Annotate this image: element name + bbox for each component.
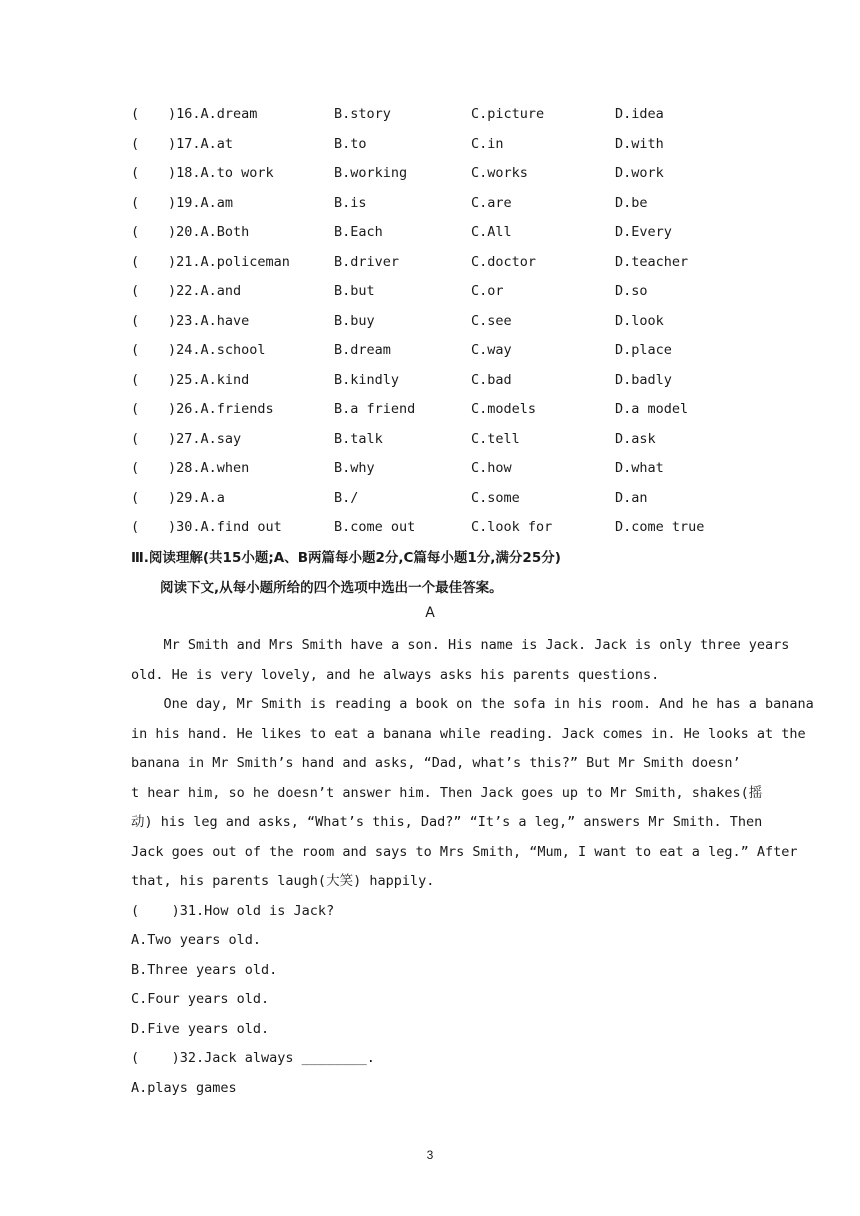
answer-blank: (	[131, 283, 140, 299]
option-b: B.dream	[334, 342, 391, 358]
answer-blank: (	[131, 253, 140, 270]
option-d: D.what	[615, 460, 664, 476]
question-row	[0, 221, 860, 243]
option-b: B.is	[334, 194, 367, 211]
passage-line: Jack goes out of the room and says to Mrs Smith, “Mum, I want to eat a leg.” After	[131, 843, 798, 860]
option-d: D.with	[615, 135, 664, 152]
option-b: B.working	[334, 165, 408, 181]
page-number: 3	[426, 1148, 434, 1162]
option-d: D.an	[615, 489, 648, 506]
answer-blank: (	[131, 519, 140, 535]
option-b: B./	[334, 489, 359, 506]
answer-blank: (	[131, 401, 140, 417]
option-a: )20.A.Both	[168, 224, 250, 240]
passage-line: One day, Mr Smith is reading a book on the sofa in his room. And he has a banana	[131, 696, 814, 712]
option-a: )18.A.to work	[168, 165, 274, 181]
option-a: )21.A.policeman	[168, 253, 290, 270]
answer-option: A.Two years old.	[131, 932, 262, 948]
answer-blank: (	[131, 165, 140, 181]
option-d: D.be	[615, 194, 648, 211]
option-c: C.works	[471, 165, 528, 181]
option-c: C.in	[471, 135, 504, 152]
question-row	[0, 280, 860, 302]
option-b: B.Each	[334, 224, 383, 240]
option-b: B.come out	[334, 519, 416, 535]
option-c: C.are	[471, 194, 512, 211]
option-b: B.to	[334, 135, 367, 152]
option-a: )26.A.friends	[168, 401, 274, 417]
option-c: C.see	[471, 312, 512, 329]
option-c: C.tell	[471, 430, 520, 447]
option-d: D.teacher	[615, 253, 689, 270]
option-d: D.look	[615, 312, 664, 329]
option-c: C.bad	[471, 371, 512, 388]
question-row	[0, 428, 860, 450]
question-row	[0, 369, 860, 391]
option-c: C.models	[471, 401, 537, 417]
question-row	[0, 487, 860, 509]
answer-blank: (	[131, 460, 140, 476]
option-c: C.how	[471, 460, 512, 476]
option-b: B.driver	[334, 253, 400, 270]
answer-option: B.Three years old.	[131, 961, 278, 978]
passage-line: that, his parents laugh(大笑) happily.	[131, 873, 435, 889]
option-c: C.way	[471, 342, 512, 358]
answer-blank: (	[131, 342, 140, 358]
option-c: C.look for	[471, 519, 553, 535]
option-c: C.some	[471, 489, 520, 506]
answer-option: D.Five years old.	[131, 1020, 270, 1037]
passage-line: in his hand. He likes to eat a banana while reading. Jack comes in. He looks at the	[131, 725, 806, 742]
option-a: )16.A.dream	[168, 106, 258, 122]
option-d: D.badly	[615, 371, 672, 388]
option-d: D.ask	[615, 430, 656, 447]
answer-option: C.Four years old.	[131, 991, 270, 1007]
answer-blank: (	[131, 312, 140, 329]
answer-blank: (	[131, 489, 140, 506]
option-a: )22.A.and	[168, 283, 242, 299]
question-row	[0, 310, 860, 332]
option-c: C.All	[471, 224, 512, 240]
option-a: )28.A.when	[168, 460, 250, 476]
option-b: B.talk	[334, 430, 383, 447]
answer-blank: (	[131, 371, 140, 388]
answer-option: A.plays games	[131, 1079, 237, 1096]
option-b: B.but	[334, 283, 375, 299]
question-row	[0, 133, 860, 155]
option-c: C.picture	[471, 106, 545, 122]
option-a: )30.A.find out	[168, 519, 282, 535]
answer-blank: (	[131, 224, 140, 240]
answer-blank: (	[131, 430, 140, 447]
question-stem: ( )32.Jack always ________.	[131, 1050, 375, 1066]
question-row	[0, 398, 860, 420]
passage-line: Mr Smith and Mrs Smith have a son. His name is Jack. Jack is only three years	[131, 637, 790, 653]
question-row	[0, 103, 860, 125]
option-a: )17.A.at	[168, 135, 234, 152]
option-a: )29.A.a	[168, 489, 225, 506]
question-row	[0, 339, 860, 361]
option-c: C.doctor	[471, 253, 537, 270]
section-title: Ⅲ.阅读理解(共15小题;A、B两篇每小题2分,C篇每小题1分,满分25分)	[131, 550, 561, 566]
option-b: B.kindly	[334, 371, 400, 388]
option-d: D.place	[615, 342, 672, 358]
option-b: B.story	[334, 106, 391, 122]
option-a: )27.A.say	[168, 430, 242, 447]
passage-line: t hear him, so he doesn’t answer him. Then Jack goes up to Mr Smith, shakes(摇	[131, 784, 763, 801]
question-row	[0, 457, 860, 479]
passage-line: old. He is very lovely, and he always asks his parents questions.	[131, 666, 660, 683]
option-a: )23.A.have	[168, 312, 250, 329]
option-d: D.so	[615, 283, 648, 299]
option-d: D.idea	[615, 106, 664, 122]
answer-blank: (	[131, 194, 140, 211]
answer-blank: (	[131, 106, 140, 122]
question-stem: ( )31.How old is Jack?	[131, 902, 335, 919]
option-d: D.come true	[615, 519, 705, 535]
option-b: B.buy	[334, 312, 375, 329]
option-a: )24.A.school	[168, 342, 266, 358]
option-d: D.Every	[615, 224, 672, 240]
option-b: B.why	[334, 460, 375, 476]
option-d: D.work	[615, 165, 664, 181]
question-row	[0, 516, 860, 538]
question-row	[0, 192, 860, 214]
answer-blank: (	[131, 135, 140, 152]
option-d: D.a model	[615, 401, 689, 417]
option-b: B.a friend	[334, 401, 416, 417]
option-c: C.or	[471, 283, 504, 299]
passage-label: A	[425, 605, 435, 621]
passage-line: 动) his leg and asks, “What’s this, Dad?” “It’s a leg,” answers Mr Smith. Then	[131, 814, 763, 830]
section-instruction: 阅读下文,从每小题所给的四个选项中选出一个最佳答案。	[160, 580, 503, 596]
question-row	[0, 251, 860, 273]
option-a: )19.A.am	[168, 194, 234, 211]
passage-line: banana in Mr Smith’s hand and asks, “Dad, what’s this?” But Mr Smith doesn’	[131, 755, 741, 771]
option-a: )25.A.kind	[168, 371, 250, 388]
question-row	[0, 162, 860, 184]
